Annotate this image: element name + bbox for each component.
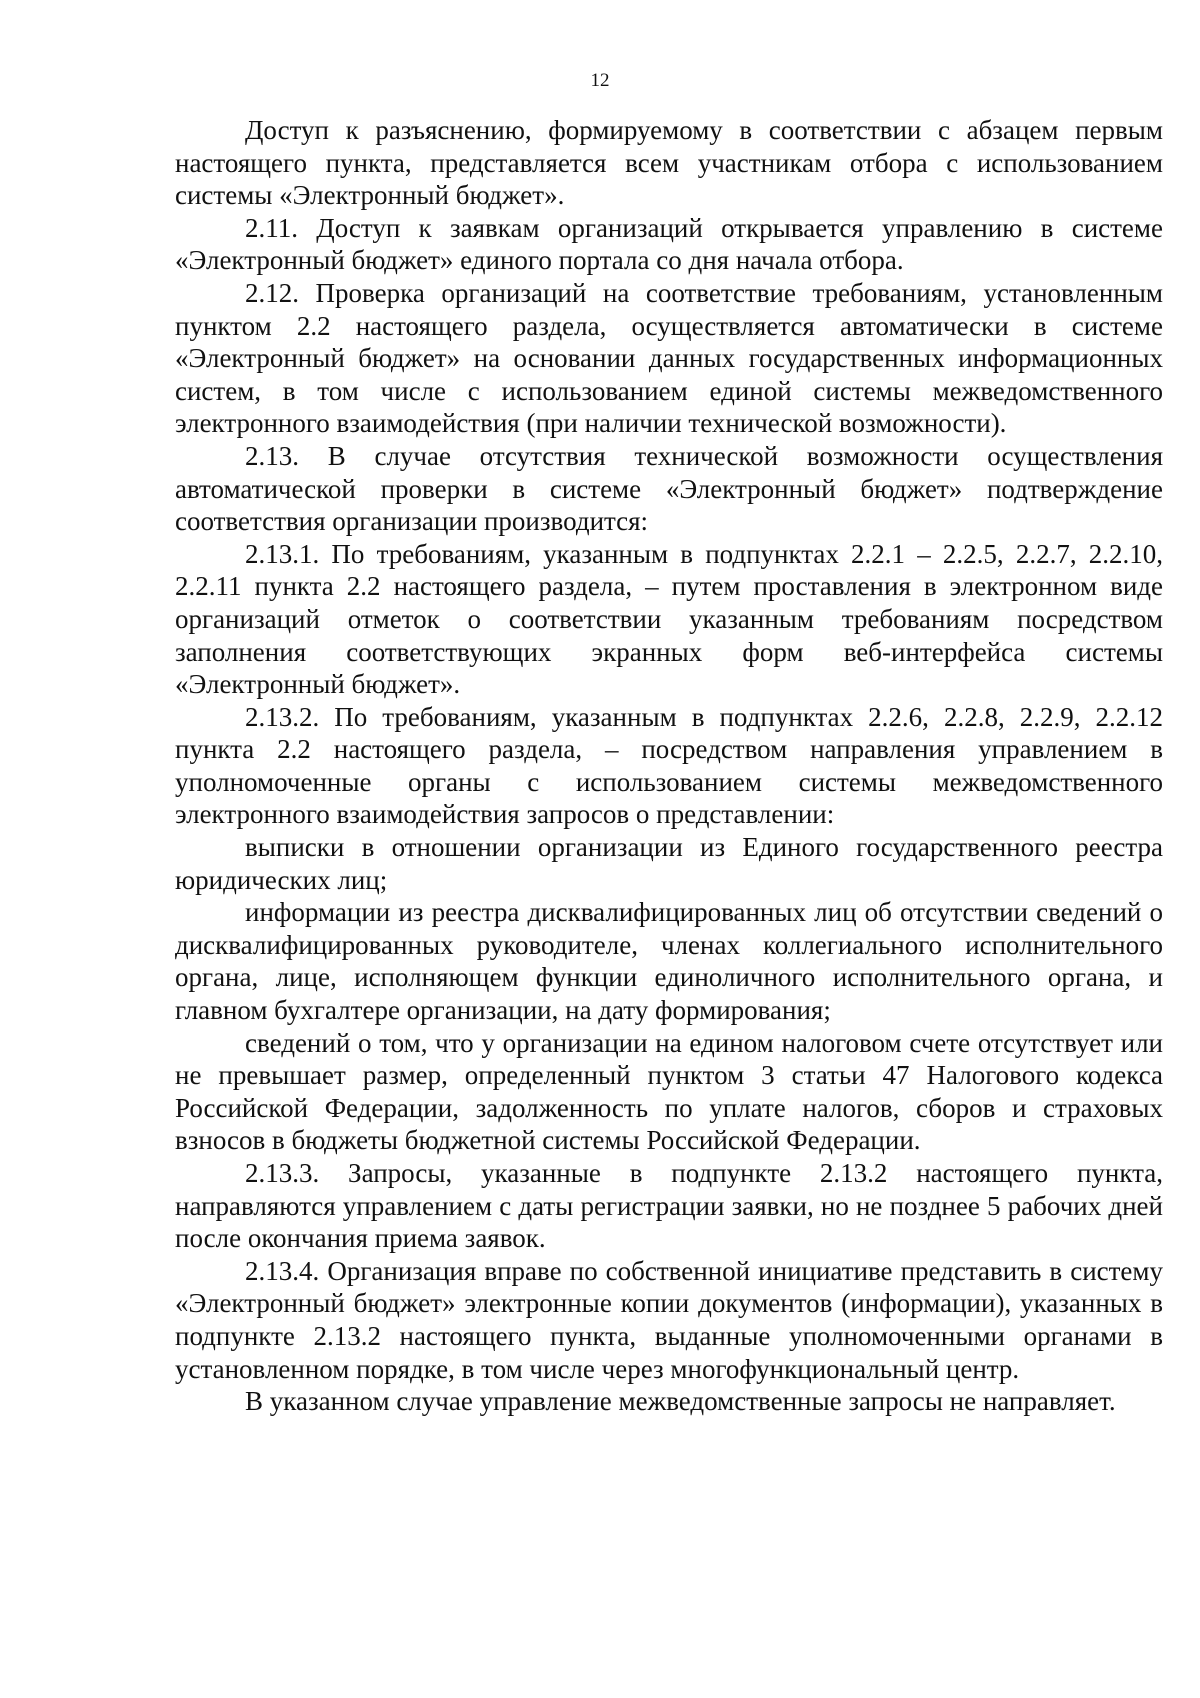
paragraph-tax-debt: сведений о том, что у организации на едином налоговом счете отсутствует или не превышает размер, определенный пунктом 3 статьи 47 Налогового кодекса Российской Федерации, задолженность по уплате налогов, сборов и страховых взносов в бюджеты бюджетной системы Российской Федерации.: [175, 1027, 1163, 1156]
paragraph-egrul-extract: выписки в отношении организации из Единого государственного реестра юридических лиц;: [175, 832, 1163, 895]
paragraph-2-11: 2.11. Доступ к заявкам организаций открывается управлению в системе «Электронный бюджет» единого портала со дня начала отбора.: [175, 212, 1163, 276]
paragraph-2-13-1: 2.13.1. По требованиям, указанным в подпунктах 2.2.1 – 2.2.5, 2.2.7, 2.2.10, 2.2.11 пункта 2.2 настоящего раздела, – путем проставления в электронном виде организаций отметок о соответствии указанным требованиям посредством заполнения соответствующих экранных форм веб-интерфейса системы «Электронный бюджет».: [175, 538, 1163, 700]
paragraph-2-13-2: 2.13.2. По требованиям, указанным в подпунктах 2.2.6, 2.2.8, 2.2.9, 2.2.12 пункта 2.2 настоящего раздела, – посредством направления управлением в уполномоченные органы с использованием системы межведомственного электронного взаимодействия запросов о представлении:: [175, 701, 1163, 830]
paragraph-clarification-access: Доступ к разъяснению, формируемому в соответствии с абзацем первым настоящего пункта, представляется всем участникам отбора с использованием системы «Электронный бюджет».: [175, 115, 1163, 211]
paragraph-2-12: 2.12. Проверка организаций на соответствие требованиям, установленным пунктом 2.2 настоящего раздела, осуществляется автоматически в системе «Электронный бюджет» на основании данных государственных информационных систем, в том числе с использованием единой системы межведомственного электронного взаимодействия (при наличии технической возможности).: [175, 277, 1163, 439]
paragraph-2-13-4: 2.13.4. Организация вправе по собственной инициативе представить в систему «Электронный бюджет» электронные копии документов (информации), указанных в подпункте 2.13.2 настоящего пункта, выданные уполномоченными органами в установленном порядке, в том числе через многофункциональный центр.: [175, 1255, 1163, 1384]
paragraph-disqualified-registry: информации из реестра дисквалифицированных лиц об отсутствии сведений о дисквалифицированных руководителе, членах коллегиального исполнительного органа, лице, исполняющем функции единоличного исполнительного органа, и главном бухгалтере организации, на дату формирования;: [175, 897, 1163, 1026]
paragraph-no-requests: В указанном случае управление межведомственные запросы не направляет.: [245, 1386, 1116, 1417]
paragraph-2-13-3: 2.13.3. Запросы, указанные в подпункте 2.13.2 настоящего пункта, направляются управлением с даты регистрации заявки, но не позднее 5 рабочих дней после окончания приема заявок.: [175, 1158, 1163, 1254]
paragraph-2-13: 2.13. В случае отсутствия технической возможности осуществления автоматической проверки в системе «Электронный бюджет» подтверждение соответствия организации производится:: [175, 440, 1163, 537]
page-number: 12: [590, 70, 610, 91]
document-body: [175, 114, 1163, 1418]
